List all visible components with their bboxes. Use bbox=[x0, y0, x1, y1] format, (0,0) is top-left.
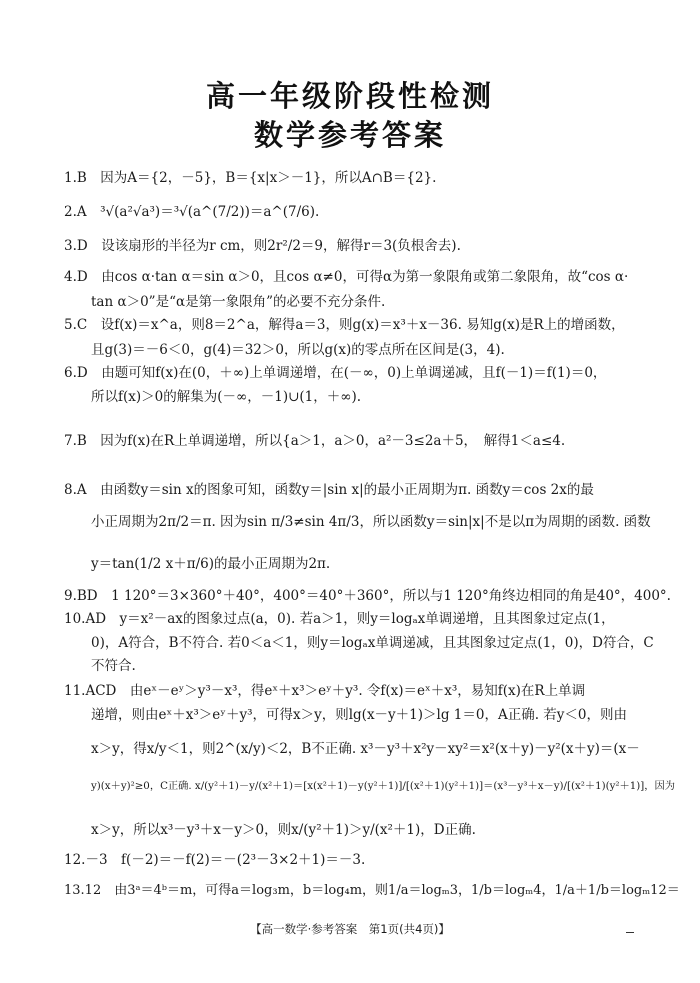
answer-line: 9.BD 1 120°＝3×360°＋40°，400°＝40°＋360°，所以与1 120°角终边相同的角是40°，400°. bbox=[64, 588, 671, 604]
answer-line: 5.C 设f(x)＝x^a，则8＝2^a，解得a＝3，则g(x)＝x³＋x－36. 易知g(x)是R上的增函数， bbox=[64, 317, 625, 333]
answer-line: 2.A ³√(a²√a³)＝³√(a^(7/2))＝a^(7/6). bbox=[64, 204, 320, 220]
answer-line: x＞y，得x/y＜1，则2^(x/y)＜2，B不正确. x³－y³＋x²y－xy²＝x²(x＋y)－y²(x＋y)＝(x－ bbox=[91, 741, 640, 757]
answer-line: 1.B 因为A＝{2，－5}，B＝{x|x＞－1}，所以A∩B＝{2}. bbox=[64, 170, 437, 186]
answer-line: 13.12 由3ᵃ＝4ᵇ＝m，可得a＝log₃m，b＝log₄m，则1/a＝logₘ3，1/b＝logₘ4，1/a＋1/b＝logₘ12＝ bbox=[64, 883, 680, 898]
page-title: 高一年级阶段性检测 bbox=[205, 79, 494, 113]
answer-line: 12.－3 f(－2)＝－f(2)＝－(2³－3×2＋1)＝－3. bbox=[64, 852, 366, 868]
page-footer: 【高一数学·参考答案 第1页(共4页)】 bbox=[250, 922, 450, 936]
answer-line: 0)，A符合，B不符合. 若0＜a＜1，则y＝logₐx单调递减，且其图象过定点(1，0)，D符合，C bbox=[91, 635, 654, 651]
answer-line: x＞y，所以x³－y³＋x－y＞0，则x/(y²＋1)＞y/(x²＋1)，D正确. bbox=[91, 822, 476, 838]
answer-line: 所以f(x)＞0的解集为(－∞，－1)∪(1，＋∞). bbox=[91, 389, 362, 405]
answer-line: y)(x＋y)²≥0，C正确. x/(y²＋1)－y/(x²＋1)＝[x(x²＋1)－y(y²＋1)]/[(x²＋1)(y²＋1)]＝(x³－y³＋x－y)/[(x²＋1)(y²＋1)]，因为 bbox=[91, 780, 676, 792]
answer-line: 不符合. bbox=[91, 658, 136, 674]
answer-line: 4.D 由cos α·tan α＝sin α＞0，且cos α≠0，可得α为第一象限角或第二象限角，故“cos α· bbox=[64, 269, 629, 285]
answer-line: 3.D 设该扇形的半径为r cm，则2r²/2＝9，解得r＝3(负根舍去). bbox=[64, 238, 461, 254]
answer-line: 11.ACD 由eˣ－eʸ＞y³－x³，得eˣ＋x³＞eʸ＋y³. 令f(x)＝eˣ＋x³，易知f(x)在R上单调 bbox=[64, 683, 586, 699]
answer-line: 递增，则由eˣ＋x³＞eʸ＋y³，可得x＞y，则lg(x－y＋1)＞lg 1＝0，A正确. 若y＜0，则由 bbox=[91, 707, 628, 723]
answer-line: 10.AD y＝x²－ax的图象过点(a，0). 若a＞1，则y＝logₐx单调递增，且其图象过定点(1， bbox=[64, 611, 615, 627]
answer-line: 8.A 由函数y＝sin x的图象可知，函数y＝|sin x|的最小正周期为π. 函数y＝cos 2x的最 bbox=[64, 482, 594, 498]
answer-line: 7.B 因为f(x)在R上单调递增，所以{a＞1，a＞0，a²－3≤2a＋5， 解得1＜a≤4. bbox=[64, 433, 566, 449]
answer-line: 6.D 由题可知f(x)在(0，＋∞)上单调递增，在(－∞，0)上单调递减，且f(－1)＝f(1)＝0， bbox=[64, 365, 607, 381]
answer-line: y＝tan(1/2 x＋π/6)的最小正周期为2π. bbox=[91, 556, 331, 572]
answer-line: 小正周期为2π/2＝π. 因为sin π/3≠sin 4π/3，所以函数y＝sin|x|不是以π为周期的函数. 函数 bbox=[91, 514, 651, 530]
answer-line: 且g(3)＝－6＜0，g(4)＝32＞0，所以g(x)的零点所在区间是(3，4). bbox=[91, 342, 505, 358]
answer-line: tan α＞0”是“α是第一象限角”的必要不充分条件. bbox=[91, 294, 386, 310]
page-subtitle: 数学参考答案 bbox=[253, 118, 446, 152]
corner-mark bbox=[626, 932, 634, 933]
